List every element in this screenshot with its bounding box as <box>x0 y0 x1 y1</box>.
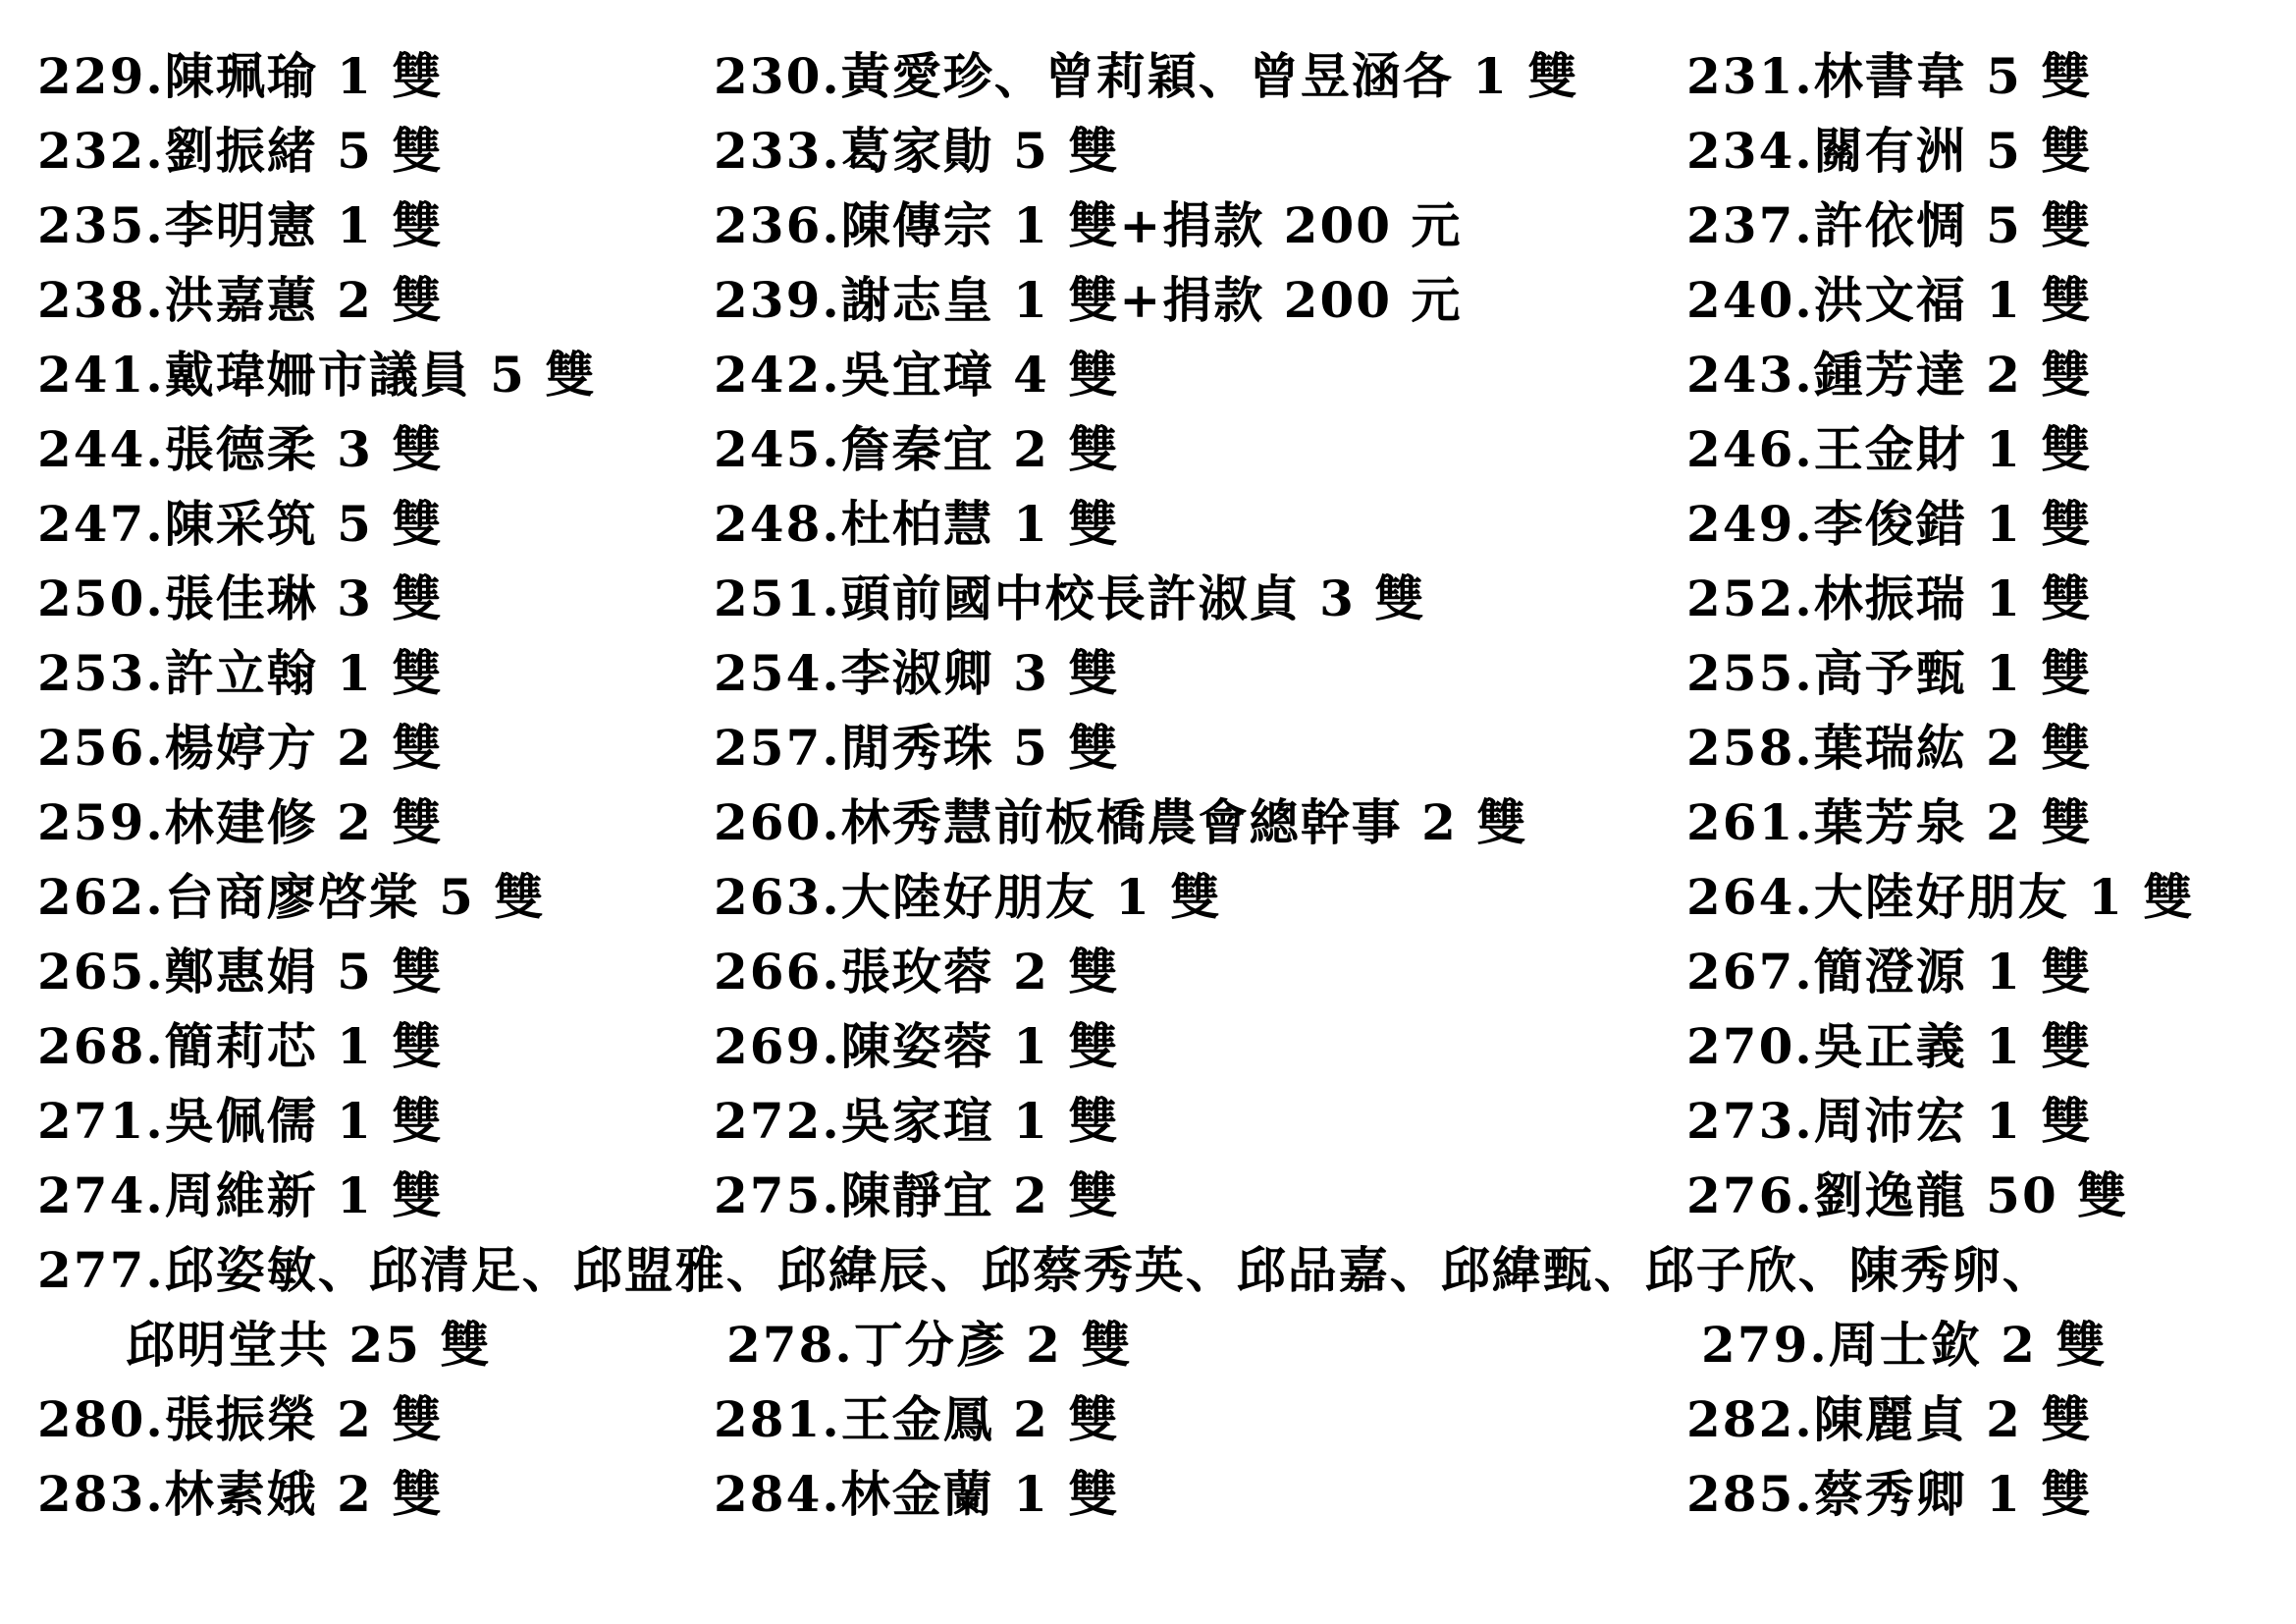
list-item: 251.頭前國中校長許淑貞 3 雙 <box>714 569 1426 627</box>
list-item: 259.林建修 2 雙 <box>37 793 444 851</box>
list-row <box>0 1159 2296 1233</box>
list-item: 258.葉瑞紘 2 雙 <box>1686 719 2093 777</box>
list-item: 232.劉振緒 5 雙 <box>37 122 444 180</box>
list-row <box>0 1382 2296 1457</box>
list-row <box>0 263 2296 338</box>
list-item: 269.陳姿蓉 1 雙 <box>714 1017 1120 1075</box>
list-row <box>0 711 2296 785</box>
list-row <box>0 785 2296 860</box>
list-item: 244.張德柔 3 雙 <box>37 420 444 478</box>
list-item: 249.李俊錯 1 雙 <box>1686 495 2093 553</box>
list-item: 239.謝志皇 1 雙+捐款 200 元 <box>714 271 1463 329</box>
list-item: 243.鍾芳達 2 雙 <box>1686 346 2093 404</box>
list-item: 245.詹秦宜 2 雙 <box>714 420 1120 478</box>
list-row <box>0 412 2296 487</box>
list-item: 229.陳珮瑜 1 雙 <box>37 47 444 105</box>
list-item: 281.王金鳳 2 雙 <box>714 1390 1120 1448</box>
list-item: 271.吳佩儒 1 雙 <box>37 1092 444 1150</box>
list-item: 248.杜柏慧 1 雙 <box>714 495 1120 553</box>
list-row <box>0 39 2296 114</box>
list-row <box>0 562 2296 636</box>
list-item: 268.簡莉芯 1 雙 <box>37 1017 444 1075</box>
list-item: 261.葉芳泉 2 雙 <box>1686 793 2093 851</box>
list-item: 272.吳家瑄 1 雙 <box>714 1092 1120 1150</box>
list-item: 231.林書韋 5 雙 <box>1686 47 2093 105</box>
list-row <box>0 338 2296 412</box>
list-item: 236.陳傳宗 1 雙+捐款 200 元 <box>714 196 1463 254</box>
list-item: 234.關有洲 5 雙 <box>1686 122 2093 180</box>
list-row <box>0 1009 2296 1084</box>
list-item: 253.許立翰 1 雙 <box>37 644 444 702</box>
list-item: 260.林秀慧前板橋農會總幹事 2 雙 <box>714 793 1528 851</box>
list-item: 262.台商廖啓棠 5 雙 <box>37 868 546 926</box>
list-item: 256.楊婷方 2 雙 <box>37 719 444 777</box>
list-row <box>0 1308 2296 1382</box>
list-item: 254.李淑卿 3 雙 <box>714 644 1120 702</box>
list-item-continuation: 邱明堂共 25 雙 <box>126 1316 492 1374</box>
list-item: 255.高予甄 1 雙 <box>1686 644 2093 702</box>
list-item: 278.丁分彥 2 雙 <box>726 1316 1133 1374</box>
list-item: 279.周士欽 2 雙 <box>1701 1316 2108 1374</box>
list-row <box>0 487 2296 562</box>
list-item: 237.許依惆 5 雙 <box>1686 196 2093 254</box>
list-row <box>0 114 2296 189</box>
list-item: 280.張振榮 2 雙 <box>37 1390 444 1448</box>
list-item-long: 277.邱姿敏、邱清足、邱盟雅、邱緯辰、邱蔡秀英、邱品嘉、邱緯甄、邱子欣、陳秀卵、 <box>37 1241 2054 1299</box>
list-row <box>0 636 2296 711</box>
list-item: 241.戴瑋姍市議員 5 雙 <box>37 346 597 404</box>
list-item: 264.大陸好朋友 1 雙 <box>1686 868 2195 926</box>
list-row <box>0 189 2296 263</box>
list-row <box>0 935 2296 1009</box>
list-item: 233.葛家勛 5 雙 <box>714 122 1120 180</box>
list-item: 275.陳靜宜 2 雙 <box>714 1166 1120 1224</box>
list-item: 273.周沛宏 1 雙 <box>1686 1092 2093 1150</box>
list-item: 284.林金蘭 1 雙 <box>714 1465 1120 1523</box>
list-item: 230.黃愛珍、曾莉穎、曾昱涵各 1 雙 <box>714 47 1579 105</box>
list-item: 242.吳宜璋 4 雙 <box>714 346 1120 404</box>
list-item: 250.張佳琳 3 雙 <box>37 569 444 627</box>
list-row-long <box>0 1233 2296 1308</box>
list-row <box>0 1457 2296 1532</box>
list-item: 246.王金財 1 雙 <box>1686 420 2093 478</box>
list-item: 276.劉逸龍 50 雙 <box>1686 1166 2129 1224</box>
list-item: 283.林素娥 2 雙 <box>37 1465 444 1523</box>
list-item: 247.陳采筑 5 雙 <box>37 495 444 553</box>
list-item: 263.大陸好朋友 1 雙 <box>714 868 1222 926</box>
list-item: 238.洪嘉蕙 2 雙 <box>37 271 444 329</box>
list-item: 235.李明憲 1 雙 <box>37 196 444 254</box>
list-item: 285.蔡秀卿 1 雙 <box>1686 1465 2093 1523</box>
list-row <box>0 860 2296 935</box>
list-item: 265.鄭惠娟 5 雙 <box>37 943 444 1001</box>
list-item: 252.林振瑞 1 雙 <box>1686 569 2093 627</box>
list-item: 274.周維新 1 雙 <box>37 1166 444 1224</box>
list-item: 282.陳麗貞 2 雙 <box>1686 1390 2093 1448</box>
list-item: 266.張玫蓉 2 雙 <box>714 943 1120 1001</box>
list-item: 270.吳正義 1 雙 <box>1686 1017 2093 1075</box>
list-row <box>0 1084 2296 1159</box>
list-item: 240.洪文福 1 雙 <box>1686 271 2093 329</box>
list-item: 257.閒秀珠 5 雙 <box>714 719 1120 777</box>
list-item: 267.簡澄源 1 雙 <box>1686 943 2093 1001</box>
